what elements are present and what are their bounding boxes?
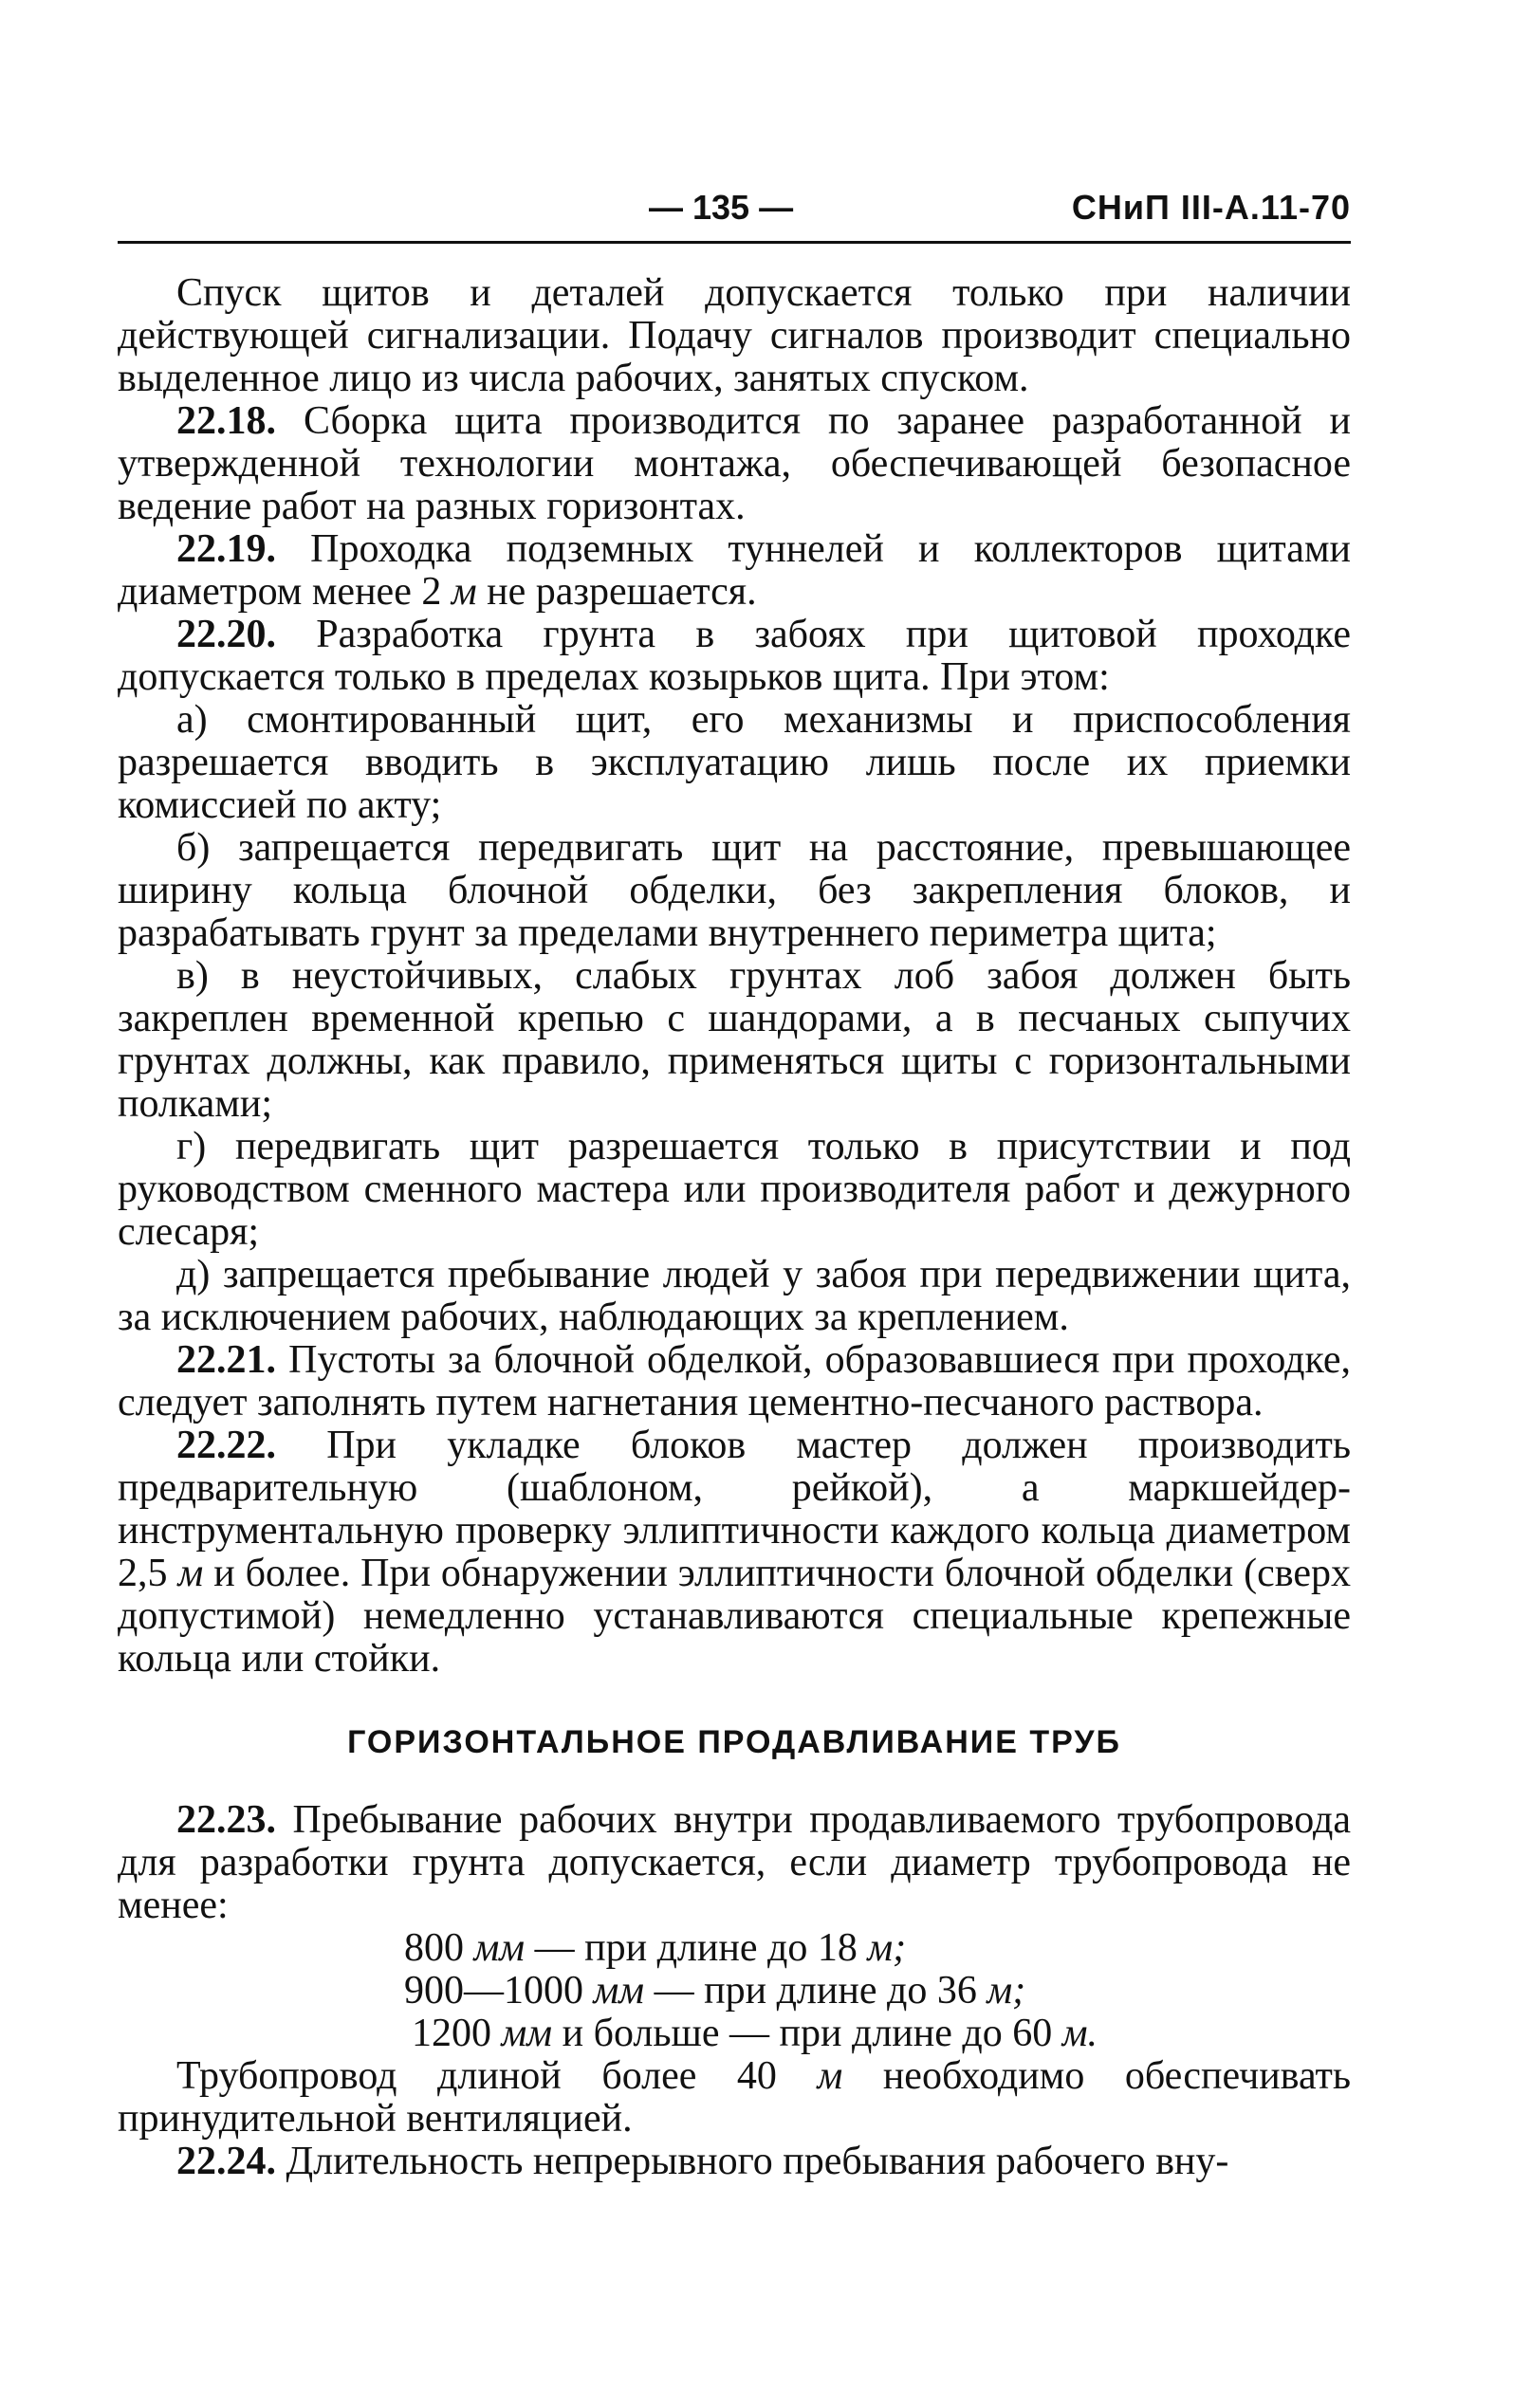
unit-label: м; [987,1969,1026,2013]
paragraph-22-18 [118,400,1351,528]
paragraph-intro-text: Спуск щитов и деталей допускается только при наличии действующей сигнализации. Подачу сигналов производит специально выделенное лицо из числа рабочих, занятых спуском. [118,271,1351,400]
paragraph-ventilation [118,2055,1351,2141]
document-code: СНиП III-А.11-70 [1071,188,1351,227]
clause-text: Длительность непрерывного пребывания рабочего вну- [286,2140,1229,2183]
clause-number: 22.21. [176,1338,276,1382]
condition-line [118,1927,1351,1970]
unit-label: м; [867,1926,907,1970]
subclause-d [118,1254,1351,1339]
clause-text: Трубопровод длиной более 40 [176,2054,777,2098]
paragraph-22-24 [118,2141,1351,2183]
unit-label: м [817,2054,843,2098]
unit-label: мм [501,2012,553,2055]
condition-text: — при длине до 18 [534,1926,858,1970]
clause-text: Проходка подземных туннелей и коллекторов щитами диаметром менее 2 [118,527,1351,614]
paragraph-intro [118,272,1351,400]
page-header [118,180,1351,237]
unit-label: мм [473,1926,526,1970]
clause-text: не разрешается. [487,570,757,614]
section-heading: ГОРИЗОНТАЛЬНОЕ ПРОДАВЛИВАНИЕ ТРУБ [347,1724,1121,1760]
subclause-a [118,699,1351,827]
unit-label: м. [1061,2012,1098,2055]
subclause-b [118,827,1351,955]
clause-text: Разработка грунта в забоях при щитовой проходке допускается только в пределах козырьков щита. При этом: [118,613,1352,699]
clause-number: 22.22. [176,1424,276,1467]
paragraph-22-19 [118,528,1351,614]
unit-label: мм [593,1969,645,2013]
clause-text: Сборка щита производится по заранее разработанной и утвержденной технологии монтажа, обеспечивающей безопасное ведение работ на разных горизонтах. [118,399,1352,528]
clause-number: 22.19. [176,527,276,571]
clause-number: 22.20. [176,613,276,656]
paragraph-22-23 [118,1799,1351,1927]
clause-number: 22.18. [176,399,276,443]
clause-text: необходимо обеспечивать принудительной вентиляцией. [118,2054,1352,2141]
paragraph-22-20 [118,614,1351,699]
paragraph-22-21 [118,1339,1351,1425]
unit-label: м [177,1552,204,1595]
condition-text: и больше — при длине до 60 [562,2012,1053,2055]
subclause-text: б) запрещается передвигать щит на расстояние, превышающее ширину кольца блочной обделки, без закрепления блоков, и разрабатывать грунт за пределами внутреннего периметра щита; [118,826,1351,955]
header-rule [118,241,1351,244]
condition-line [118,1970,1351,2013]
clause-number: 22.23. [176,1798,276,1842]
document-body [118,272,1351,2183]
clause-text: При укладке блоков мастер должен производить предварительную (шаблоном, рейкой), а маркшейдер-инструментальную проверку эллиптичности каждого кольца диаметром 2,5 [118,1424,1352,1595]
condition-text: — при длине до 36 [654,1969,977,2013]
subclause-text: д) запрещается пребывание людей у забоя при передвижении щита, за исключением рабочих, наблюдающих за креплением. [118,1253,1351,1339]
subclause-v [118,955,1351,1126]
pipe-size: 900—1000 [404,1969,583,2013]
condition-line [118,2013,1351,2055]
document-page [118,180,1351,2183]
clause-number: 22.24. [176,2140,276,2183]
subclause-text: а) смонтированный щит, его механизмы и приспособления разрешается вводить в эксплуатацию лишь после их приемки комиссией по акту; [118,698,1351,827]
subclause-g [118,1126,1351,1254]
clause-text: и более. При обнаружении эллиптичности блочной обделки (сверх допустимой) немедленно устанавливаются специальные крепежные кольца или стойки. [118,1552,1352,1681]
unit-label: м [451,570,477,614]
subclause-text: в) в неустойчивых, слабых грунтах лоб забоя должен быть закреплен временной крепью с шандорами, а в песчаных сыпучих грунтах должны, как правило, применяться щиты с горизонтальными полками; [118,954,1351,1126]
clause-text: Пребывание рабочих внутри продавливаемого трубопровода для разработки грунта допускается, если диаметр трубопровода не менее: [118,1798,1351,1927]
subclause-text: г) передвигать щит разрешается только в присутствии и под руководством сменного мастера или производителя работ и дежурного слесаря; [118,1125,1351,1254]
clause-text: Пустоты за блочной обделкой, образовавшиеся при проходке, следует заполнять путем нагнетания цементно-песчаного раствора. [118,1338,1352,1425]
pipe-size: 1200 [412,2012,491,2055]
page-number: — 135 — [649,188,794,227]
pipe-size: 800 [404,1926,464,1970]
paragraph-22-22 [118,1425,1351,1681]
